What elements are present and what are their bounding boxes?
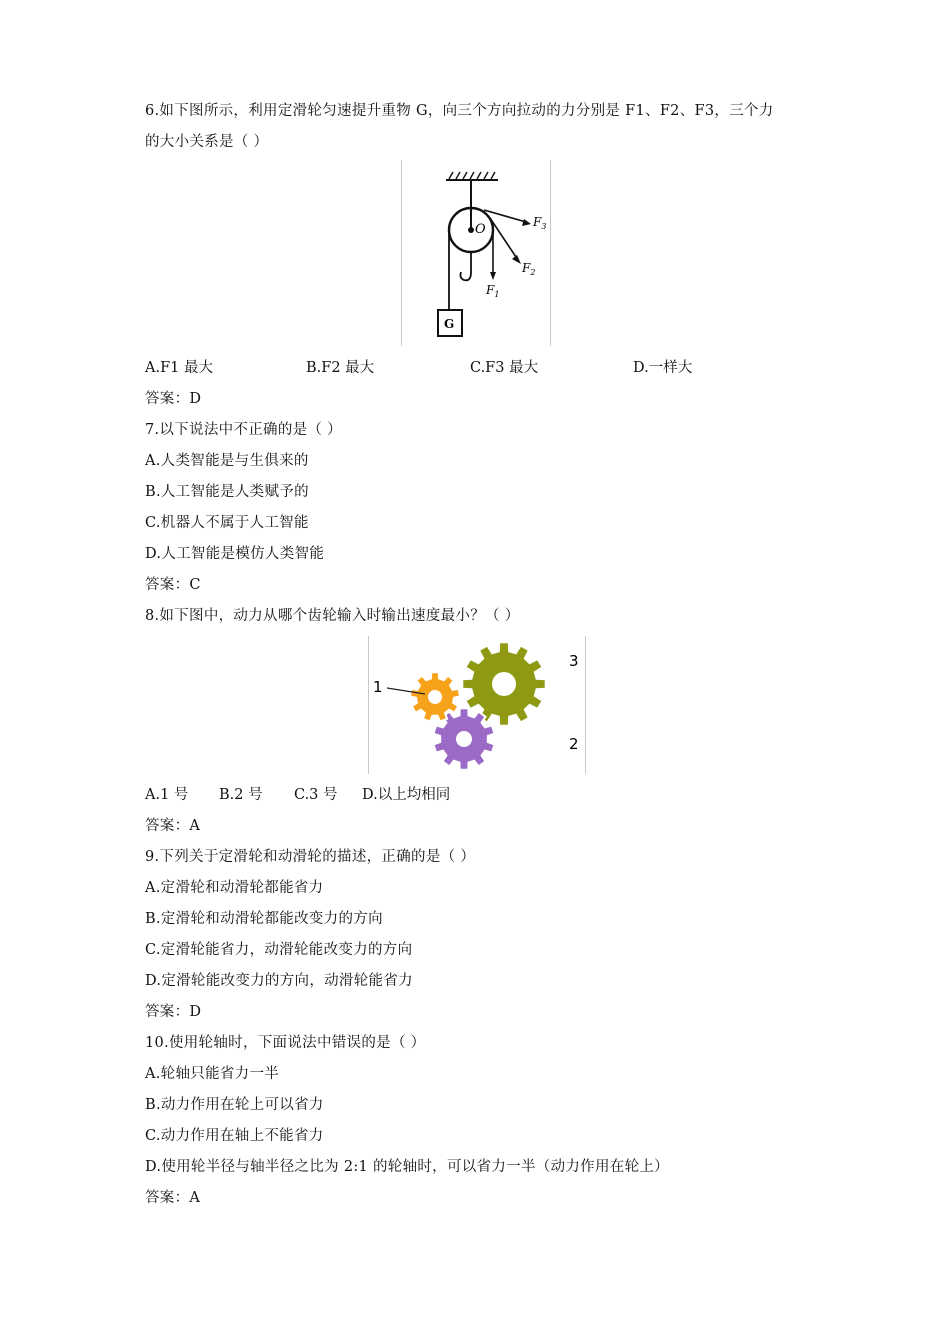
q7-option-b: B.人工智能是人类赋予的 xyxy=(145,484,309,500)
q6-figure-frame-right xyxy=(550,160,551,346)
f1-label: $F_1$ xyxy=(486,283,500,299)
q9-option-d: D.定滑轮能改变力的方向，动滑轮能省力 xyxy=(145,973,413,989)
gear-2-label: 2 xyxy=(569,735,579,753)
f3-arrowhead xyxy=(522,219,531,226)
q7-stem: 7.以下说法中不正确的是（ ） xyxy=(145,422,342,438)
q7-option-d: D.人工智能是模仿人类智能 xyxy=(145,546,325,562)
q10-stem: 10.使用轮轴时，下面说法中错误的是（ ） xyxy=(145,1035,426,1051)
q6-option-b: B.F2 最大 xyxy=(306,360,375,376)
q6-pulley-figure xyxy=(402,160,550,346)
q6-stem-line2: 的大小关系是（ ） xyxy=(145,134,269,150)
q7-option-c: C.机器人不属于人工智能 xyxy=(145,515,309,531)
q9-option-c: C.定滑轮能省力，动滑轮能改变力的方向 xyxy=(145,942,413,958)
q6-option-c: C.F3 最大 xyxy=(470,360,539,376)
ceiling-hatch xyxy=(449,172,495,179)
q8-option-d: D.以上均相同 xyxy=(362,787,451,803)
gear-1-hole xyxy=(428,690,442,704)
q9-stem: 9.下列关于定滑轮和动滑轮的描述，正确的是（ ） xyxy=(145,849,476,865)
q6-answer: 答案：D xyxy=(145,391,202,407)
q10-option-c: C.动力作用在轴上不能省力 xyxy=(145,1128,324,1144)
pulley-axle xyxy=(468,227,474,233)
q9-option-a: A.定滑轮和动滑轮都能省力 xyxy=(145,880,324,896)
q9-answer: 答案：D xyxy=(145,1004,202,1020)
hook xyxy=(460,252,471,280)
q6-option-d: D.一样大 xyxy=(633,360,693,376)
q10-option-b: B.动力作用在轮上可以省力 xyxy=(145,1097,324,1113)
q8-option-c: C.3 号 xyxy=(294,787,338,803)
q8-stem: 8.如下图中，动力从哪个齿轮输入时输出速度最小？（ ） xyxy=(145,608,520,624)
gear-3-hole xyxy=(492,672,516,696)
gear-3-label: 3 xyxy=(569,652,579,670)
q8-option-a: A.1 号 xyxy=(145,787,189,803)
q8-option-b: B.2 号 xyxy=(219,787,263,803)
gear-3 xyxy=(462,642,545,725)
q10-option-a: A.轮轴只能省力一半 xyxy=(145,1066,280,1082)
gear-2-hole xyxy=(456,731,472,747)
q7-option-a: A.人类智能是与生俱来的 xyxy=(145,453,309,469)
f2-arrow xyxy=(490,218,518,260)
q8-answer: 答案：A xyxy=(145,818,201,834)
q9-option-b: B.定滑轮和动滑轮都能改变力的方向 xyxy=(145,911,383,927)
f2-label: $F_2$ xyxy=(522,261,536,277)
q8-figure-frame-right xyxy=(585,636,586,774)
f1-arrowhead xyxy=(490,272,496,280)
q10-option-d: D.使用轮半径与轴半径之比为 2:1 的轮轴时，可以省力一半（动力作用在轮上） xyxy=(145,1159,669,1175)
q8-gears-figure xyxy=(369,636,585,774)
f3-label: $F_3$ xyxy=(533,215,547,231)
weight-label: G xyxy=(444,317,455,331)
gear-1-label: 1 xyxy=(373,678,383,696)
q6-stem-line1: 6.如下图所示，利用定滑轮匀速提升重物 G，向三个方向拉动的力分别是 F1、F2、F3，三个力 xyxy=(145,103,774,119)
q6-option-a: A.F1 最大 xyxy=(145,360,213,376)
q10-answer: 答案：A xyxy=(145,1190,201,1206)
f2-arrowhead xyxy=(512,255,521,264)
pulley-center-label: O xyxy=(475,222,486,237)
q7-answer: 答案：C xyxy=(145,577,201,593)
